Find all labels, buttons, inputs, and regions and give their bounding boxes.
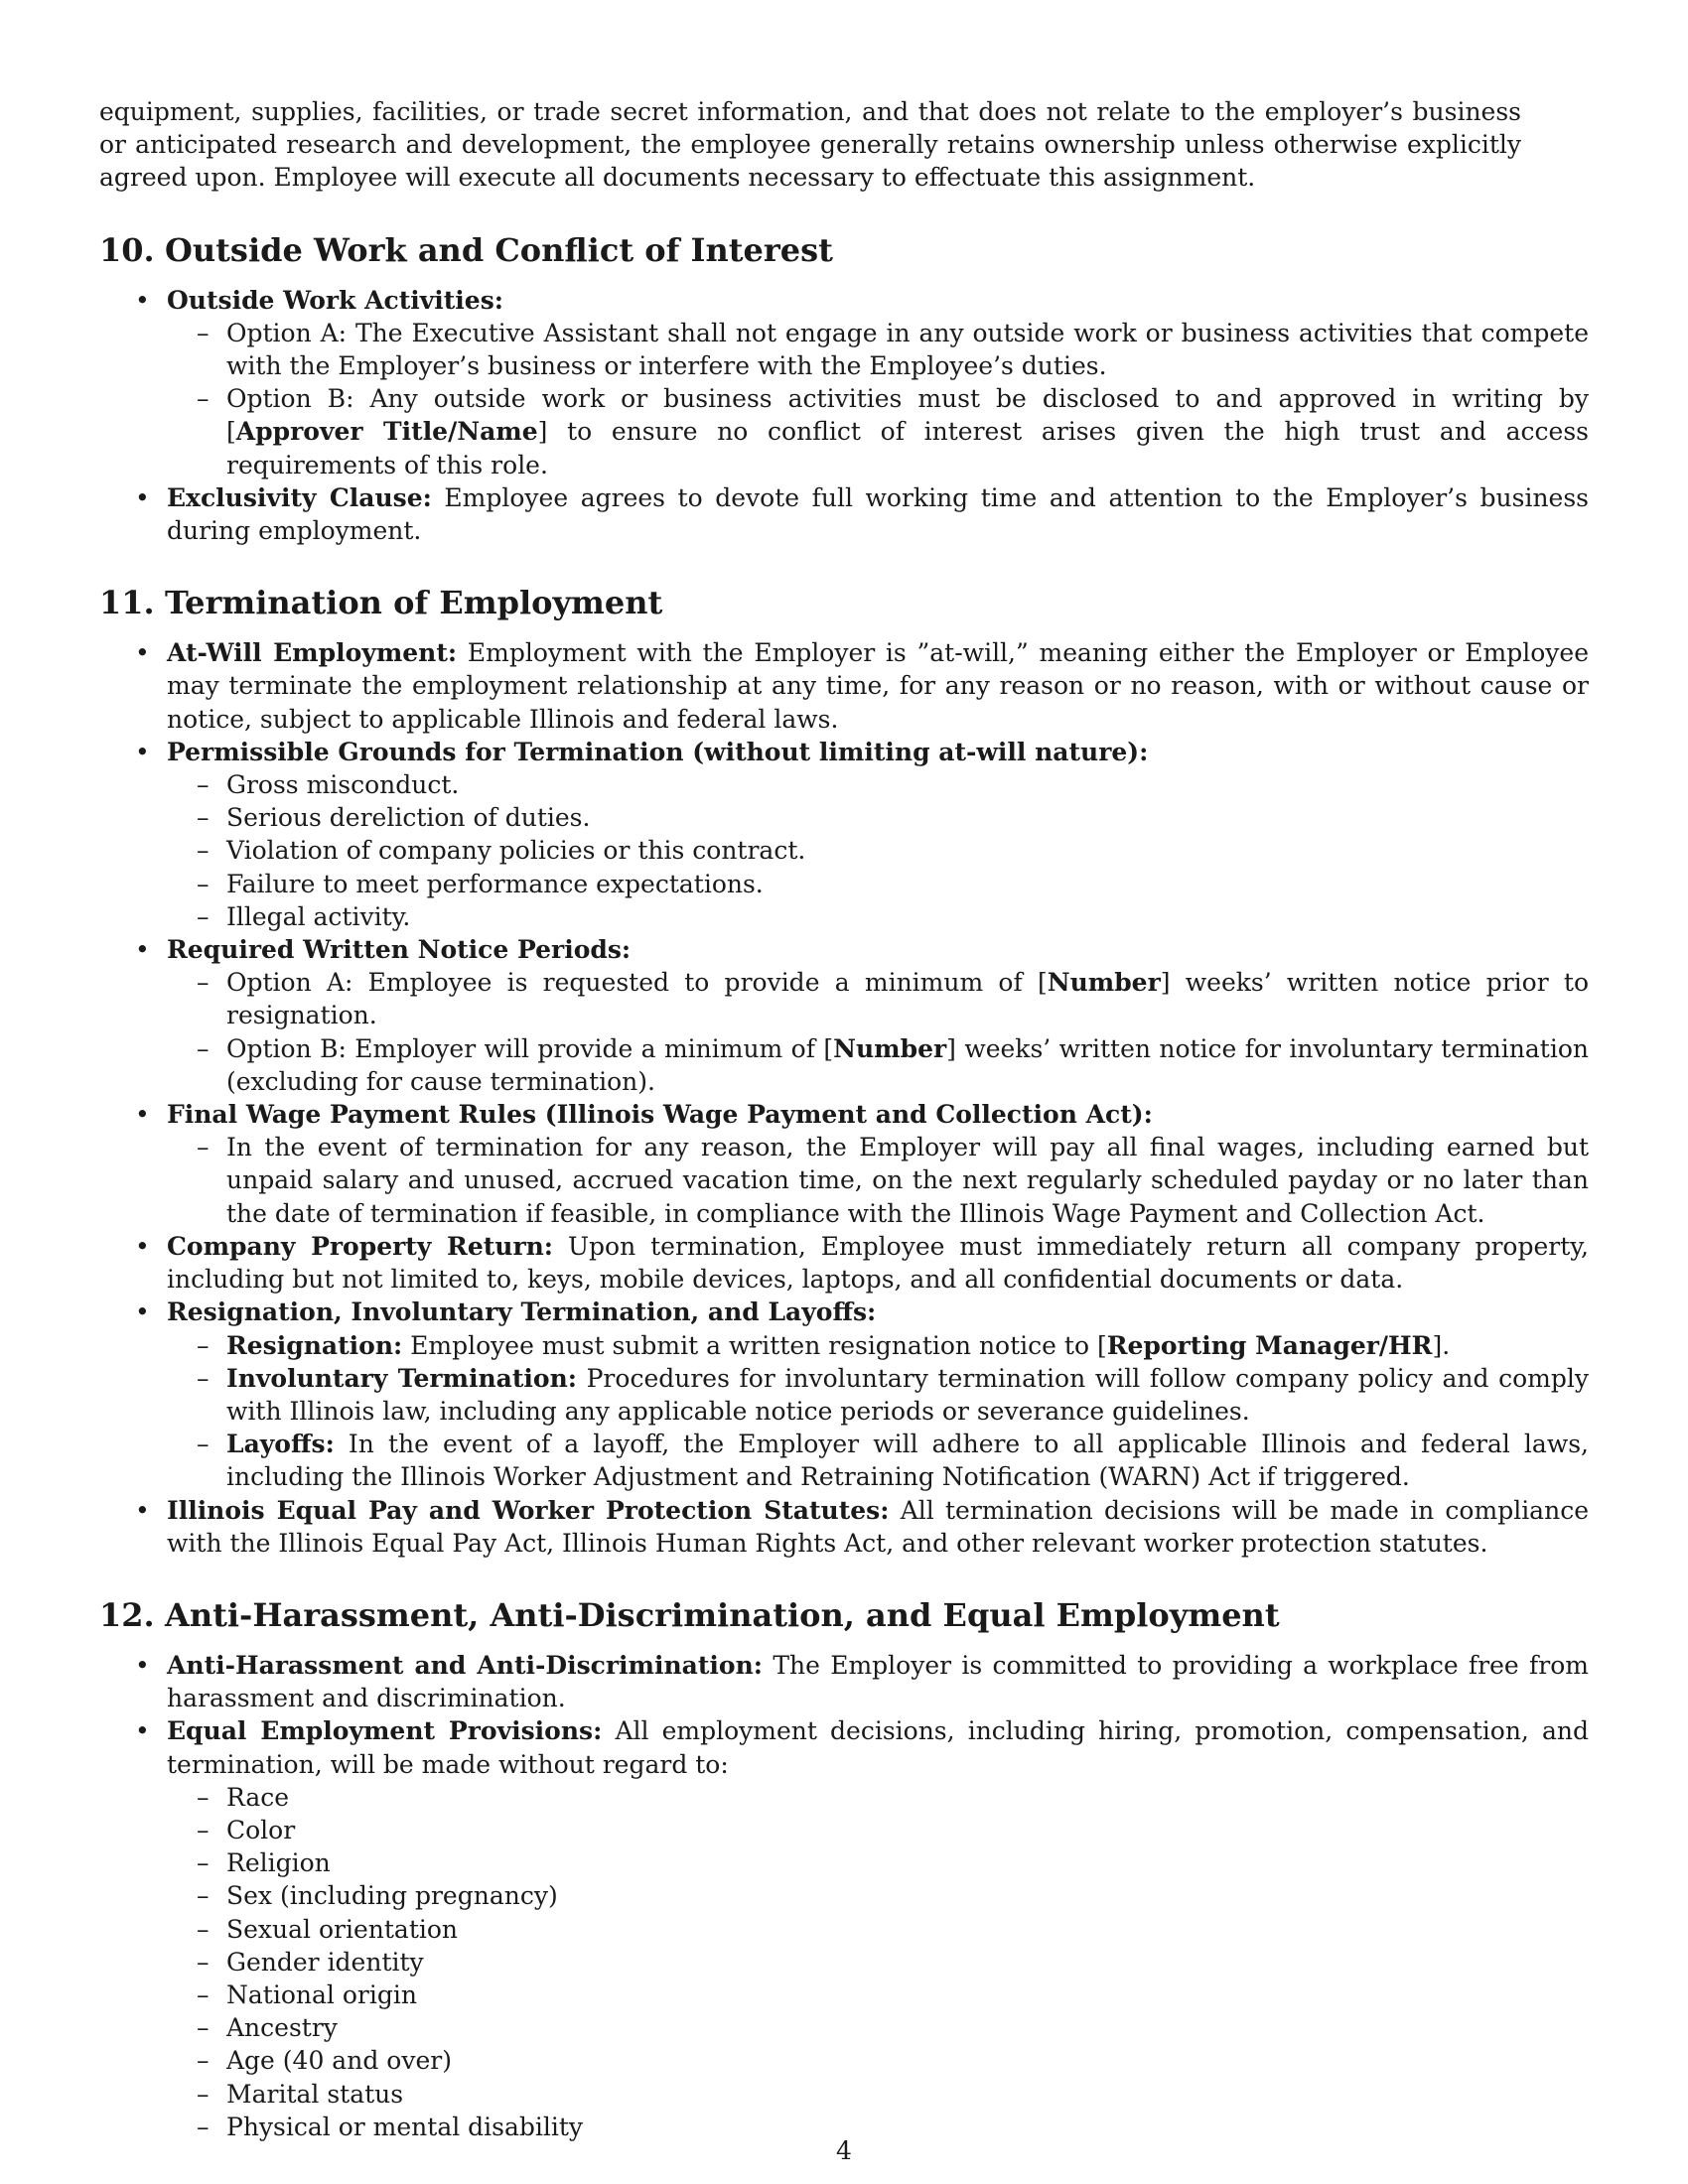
sub-item: [167, 1362, 1589, 1428]
sub-item: – Physical or mental disability: [167, 2111, 1589, 2143]
item-text: Employment with the Employer is ”at-will,” meaning either the Employer or Employee may terminate the employment relationship at any time, for any reason or no reason, with or without cause or notice, subject to applicable Illinois and federal laws.: [167, 638, 1590, 734]
sub-item: – Ancestry: [167, 2011, 1589, 2044]
text-fragment: Employee must submit a written resignation notice to [: [402, 1330, 1107, 1360]
text-fragment: ] to ensure no conflict of interest arises given the high trust and access requirements of this role.: [226, 417, 1589, 479]
sub-list: [167, 1781, 1589, 2143]
section-12-heading: [99, 1595, 1589, 1635]
section-number: 10.: [99, 230, 155, 269]
list-item: [99, 1649, 1589, 1714]
item-text: All termination decisions will be made in compliance with the Illinois Equal Pay Act, Illinois Human Rights Act, and other relevant worker protection statutes.: [167, 1495, 1589, 1558]
list-item: [99, 1296, 1589, 1493]
sub-item: – Violation of company policies or this contract.: [167, 834, 1589, 867]
section-11-heading: [99, 583, 1589, 622]
sub-item: [167, 1428, 1589, 1493]
sub-list: [167, 1329, 1589, 1494]
intro-paragraph: equipment, supplies, facilities, or trade secret information, and that does not relate to the employer’s business or anticipated research and development, the employee generally retains ownership unless otherwise explicitly agreed upon. Employee will execute all documents necessary to effectuate this assignment.: [99, 97, 1521, 193]
list-item: [99, 933, 1589, 1098]
sub-item: [167, 382, 1589, 481]
item-label: Permissible Grounds for Termination (without limiting at-will nature):: [167, 737, 1149, 766]
list-item: [99, 636, 1589, 736]
item-label: Illinois Equal Pay and Worker Protection Statutes:: [167, 1495, 890, 1525]
item-label: Exclusivity Clause:: [167, 482, 432, 512]
sub-item-label: Layoffs:: [226, 1430, 335, 1459]
list-item: [99, 1230, 1589, 1296]
section-10-heading: [99, 230, 1589, 270]
sub-item: – In the event of termination for any reason, the Employer will pay all final wages, including earned but unpaid salary and unused, accrued vacation time, on the next regularly scheduled payday or no later than the date of termination if feasible, in compliance with the Illinois Wage Payment and Collection Act.: [167, 1131, 1589, 1230]
text-fragment: In the event of a layoff, the Employer will adhere to all applicable Illinois and federal laws, including the Illinois Worker Adjustment and Retraining Notification (WARN) Act if triggered.: [226, 1430, 1589, 1492]
sub-item: – Marital status: [167, 2078, 1589, 2111]
section-12-list: [99, 1649, 1589, 2143]
sub-item-label: Resignation:: [226, 1330, 403, 1360]
sub-item: [167, 1329, 1589, 1362]
sub-item: – Option A: The Executive Assistant shall not engage in any outside work or business activities that compete with the Employer’s business or interfere with the Employee’s duties.: [167, 317, 1589, 382]
item-label: At-Will Employment:: [167, 638, 458, 668]
section-title: Outside Work and Conflict of Interest: [165, 230, 833, 269]
section-number: 12.: [99, 1595, 155, 1634]
sub-item: – Serious dereliction of duties.: [167, 801, 1589, 834]
sub-item: – Failure to meet performance expectations.: [167, 868, 1589, 900]
sub-item-label: Involuntary Termination:: [226, 1363, 577, 1393]
sub-list: [167, 966, 1589, 1098]
item-label: Equal Employment Provisions:: [167, 1716, 603, 1746]
item-text: Employee agrees to devote full working time and attention to the Employer’s business during employment.: [167, 482, 1589, 546]
list-item: [99, 481, 1589, 547]
item-label: Resignation, Involuntary Termination, and Layoffs:: [167, 1297, 877, 1327]
placeholder-field: Reporting Manager/HR: [1106, 1330, 1433, 1360]
list-item: [99, 284, 1589, 481]
section-title: Termination of Employment: [165, 584, 663, 622]
item-label: Company Property Return:: [167, 1231, 554, 1261]
sub-item: – Gross misconduct.: [167, 768, 1589, 801]
placeholder-field: Approver Title/Name: [235, 417, 538, 447]
list-item: [99, 1494, 1589, 1560]
text-fragment: Option B: Any outside work or business activities must be disclosed to and approved in writing by [: [226, 384, 1589, 447]
text-fragment: ] weeks’ written notice for involuntary termination (excluding for cause termination).: [226, 1033, 1589, 1096]
section-11-list: [99, 636, 1589, 1560]
item-label: Outside Work Activities:: [167, 285, 504, 315]
sub-item: – Color: [167, 1814, 1589, 1846]
sub-list: [167, 768, 1589, 933]
item-text: Upon termination, Employee must immediately return all company property, including but not limited to, keys, mobile devices, laptops, and all confidential documents or data.: [167, 1231, 1590, 1295]
sub-item: [167, 1032, 1589, 1098]
list-item: [99, 1714, 1589, 2143]
text-fragment: ].: [1432, 1330, 1451, 1360]
text-fragment: Procedures for involuntary termination will follow company policy and comply with Illinois law, including any applicable notice periods or severance guidelines.: [226, 1363, 1589, 1426]
sub-list: [167, 317, 1589, 481]
page-number: 4: [836, 2136, 852, 2165]
section-10-list: [99, 284, 1589, 548]
text-fragment: Option A: Employee is requested to provide a minimum of [: [226, 968, 1048, 998]
sub-list: [167, 1131, 1589, 1230]
text-fragment: Option B: Employer will provide a minimum of [: [226, 1033, 834, 1063]
section-number: 11.: [99, 584, 155, 622]
sub-item: – National origin: [167, 1979, 1589, 2011]
item-text: All employment decisions, including hiring, promotion, compensation, and termination, will be made without regard to:: [167, 1716, 1589, 1779]
list-item: [99, 736, 1589, 933]
item-label: Final Wage Payment Rules (Illinois Wage Payment and Collection Act):: [167, 1100, 1153, 1130]
sub-item: – Religion: [167, 1846, 1589, 1879]
document-page: [99, 95, 1589, 2143]
sub-item: – Gender identity: [167, 1946, 1589, 1979]
sub-item: – Race: [167, 1781, 1589, 1814]
sub-item: – Age (40 and over): [167, 2044, 1589, 2077]
list-item: [99, 1098, 1589, 1230]
sub-item: – Sex (including pregnancy): [167, 1879, 1589, 1912]
sub-item: – Illegal activity.: [167, 900, 1589, 933]
placeholder-field: Number: [833, 1033, 947, 1063]
placeholder-field: Number: [1047, 968, 1161, 998]
text-fragment: ] weeks’ written notice prior to resignation.: [226, 968, 1589, 1030]
sub-item: – Sexual orientation: [167, 1913, 1589, 1946]
item-label: Required Written Notice Periods:: [167, 935, 632, 965]
item-text: The Employer is committed to providing a workplace free from harassment and discrimination.: [167, 1650, 1589, 1713]
sub-item: [167, 966, 1589, 1031]
section-title: Anti-Harassment, Anti-Discrimination, and Equal Employment: [165, 1595, 1280, 1634]
item-label: Anti-Harassment and Anti-Discrimination:: [167, 1650, 763, 1680]
